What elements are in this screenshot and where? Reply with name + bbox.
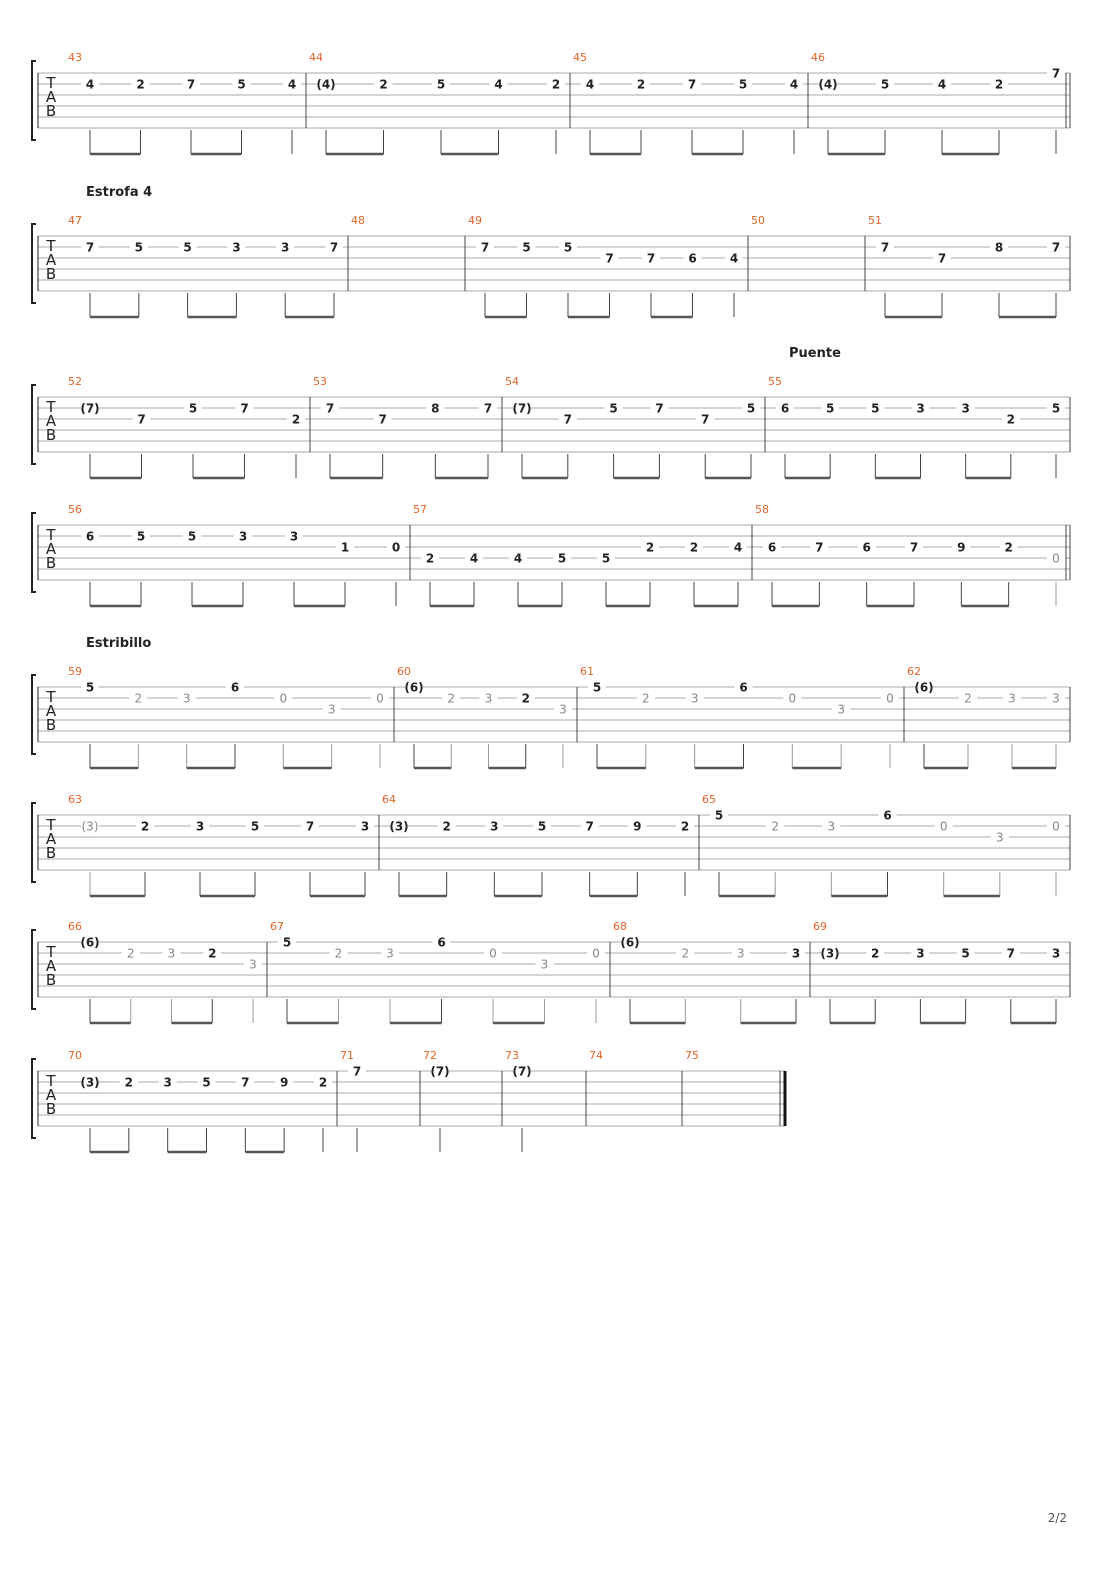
measure-number: 66 — [68, 920, 82, 933]
fret-number: 2 — [124, 1075, 134, 1090]
tab-clef-letter: T — [46, 398, 56, 416]
fret-number: 7 — [378, 412, 387, 427]
fret-number: 3 — [736, 946, 745, 961]
fret-number: 4 — [789, 77, 799, 92]
fret-number: 7 — [1006, 946, 1015, 961]
fret-number: 5 — [880, 77, 890, 92]
measure-number: 45 — [573, 51, 587, 64]
measure-number: 49 — [468, 214, 482, 227]
fret-number: 0 — [279, 691, 288, 706]
system-bracket — [32, 1059, 36, 1138]
tab-clef-letter: T — [46, 816, 56, 834]
measure-number: 75 — [685, 1049, 699, 1062]
measure-number: 63 — [68, 793, 82, 806]
fret-number: 3 — [386, 946, 394, 961]
tab-clef-letter: B — [45, 554, 57, 572]
fret-number: 7 — [325, 401, 335, 416]
fret-number: 5 — [557, 551, 567, 566]
measure-number: 68 — [613, 920, 627, 933]
fret-number: 6 — [688, 251, 697, 266]
fret-number: (4) — [818, 77, 838, 92]
tab-clef-letter: B — [45, 426, 57, 444]
fret-number: 8 — [431, 401, 440, 416]
measure-number: 58 — [755, 503, 769, 516]
fret-number: 7 — [483, 401, 493, 416]
fret-number: 7 — [563, 412, 572, 427]
fret-number: 7 — [655, 401, 664, 416]
tab-system — [32, 503, 1070, 606]
fret-number: 6 — [739, 680, 748, 695]
measure-number: 47 — [68, 214, 82, 227]
fret-number: (6) — [620, 935, 640, 950]
fret-number: 5 — [134, 240, 143, 255]
fret-number: 2 — [140, 819, 150, 834]
fret-number: (7) — [512, 1064, 532, 1079]
tab-system — [32, 793, 1070, 896]
section-label: Estrofa 4 — [86, 185, 153, 200]
fret-number: (4) — [316, 77, 336, 92]
tab-clef-letter: A — [45, 540, 57, 558]
measure-number: 50 — [751, 214, 765, 227]
measure-number: 54 — [505, 375, 519, 388]
fret-number: 3 — [1008, 691, 1016, 706]
tab-clef-letter: B — [45, 716, 57, 734]
fret-number: 3 — [961, 401, 970, 416]
fret-number: 2 — [1006, 412, 1016, 427]
fret-number: 2 — [521, 691, 530, 706]
fret-number: 0 — [788, 691, 797, 706]
measure-number: 70 — [68, 1049, 82, 1062]
fret-number: 0 — [886, 691, 894, 706]
tab-clef-letter: A — [45, 702, 57, 720]
fret-number: 7 — [701, 412, 710, 427]
fret-number: 3 — [1052, 691, 1060, 706]
fret-number: 5 — [825, 401, 835, 416]
fret-number: 9 — [633, 819, 642, 834]
fret-number: 2 — [318, 1075, 328, 1090]
fret-number: 7 — [880, 240, 890, 255]
fret-number: 5 — [436, 77, 446, 92]
fret-number: 0 — [592, 946, 600, 961]
system-bracket — [32, 930, 36, 1009]
fret-number: 6 — [780, 401, 790, 416]
measure-number: 44 — [309, 51, 323, 64]
tab-clef-letter: T — [46, 74, 56, 92]
tab-system — [32, 51, 1070, 154]
fret-number: 3 — [327, 702, 336, 717]
fret-number: 7 — [85, 240, 95, 255]
fret-number: 3 — [182, 691, 191, 706]
fret-number: 6 — [767, 540, 777, 555]
fret-number: (7) — [80, 401, 100, 416]
fret-number: 6 — [862, 540, 871, 555]
tab-clef-letter: B — [45, 971, 57, 989]
fret-number: 7 — [329, 240, 339, 255]
fret-number: 6 — [230, 680, 240, 695]
system-bracket — [32, 803, 36, 882]
tab-system — [32, 185, 1070, 317]
fret-number: 5 — [282, 935, 292, 950]
fret-number: 2 — [208, 946, 217, 961]
fret-number: 3 — [837, 702, 845, 717]
measure-number: 55 — [768, 375, 782, 388]
fret-number: 0 — [1052, 819, 1060, 834]
fret-number: 4 — [729, 251, 739, 266]
measure-number: 61 — [580, 665, 594, 678]
fret-number: 7 — [352, 1064, 362, 1079]
fret-number: 5 — [522, 240, 531, 255]
system-bracket — [32, 513, 36, 592]
fret-number: 3 — [690, 691, 699, 706]
fret-number: 2 — [642, 691, 650, 706]
fret-number: 2 — [334, 946, 343, 961]
fret-number: (6) — [80, 935, 100, 950]
fret-number: 3 — [791, 946, 801, 961]
fret-number: 3 — [490, 819, 499, 834]
tab-clef-letter: B — [45, 265, 57, 283]
fret-number: 8 — [994, 240, 1004, 255]
fret-number: 7 — [241, 1075, 250, 1090]
fret-number: 5 — [592, 680, 602, 695]
fret-number: (3) — [820, 946, 840, 961]
fret-number: 2 — [442, 819, 451, 834]
fret-number: (6) — [914, 680, 934, 695]
fret-number: 3 — [289, 529, 299, 544]
fret-number: 3 — [232, 240, 241, 255]
fret-number: 3 — [238, 529, 248, 544]
fret-number: (3) — [389, 819, 409, 834]
fret-number: 7 — [585, 819, 594, 834]
fret-number: 7 — [1051, 240, 1061, 255]
fret-number: 2 — [771, 819, 779, 834]
fret-number: 7 — [687, 77, 697, 92]
fret-number: (3) — [80, 1075, 100, 1090]
fret-number: (7) — [430, 1064, 450, 1079]
fret-number: 5 — [609, 401, 618, 416]
measure-number: 73 — [505, 1049, 519, 1062]
measure-number: 67 — [270, 920, 284, 933]
tab-clef-letter: B — [45, 1100, 57, 1118]
fret-number: 2 — [379, 77, 388, 92]
fret-number: 1 — [340, 540, 350, 555]
fret-number: 3 — [1051, 946, 1061, 961]
fret-number: 3 — [559, 702, 567, 717]
tab-clef-letter: A — [45, 412, 57, 430]
fret-number: 5 — [714, 808, 724, 823]
fret-number: 0 — [489, 946, 497, 961]
tab-clef-letter: T — [46, 688, 56, 706]
tab-clef-letter: A — [45, 251, 57, 269]
tab-system — [32, 1049, 785, 1152]
fret-number: 3 — [540, 957, 549, 972]
fret-number: (7) — [512, 401, 532, 416]
fret-number: 4 — [469, 551, 479, 566]
fret-number: 5 — [85, 680, 95, 695]
fret-number: 5 — [237, 77, 246, 92]
fret-number: 5 — [537, 819, 547, 834]
fret-number: 4 — [494, 77, 503, 92]
measure-number: 65 — [702, 793, 716, 806]
fret-number: 3 — [916, 946, 925, 961]
fret-number: 3 — [827, 819, 836, 834]
tab-clef-letter: T — [46, 237, 56, 255]
measure-number: 56 — [68, 503, 82, 516]
measure-number: 62 — [907, 665, 921, 678]
fret-number: 0 — [1052, 551, 1060, 566]
fret-number: 5 — [961, 946, 970, 961]
fret-number: 6 — [85, 529, 95, 544]
fret-number: 4 — [585, 77, 595, 92]
tab-clef-letter: B — [45, 102, 57, 120]
fret-number: 5 — [136, 529, 146, 544]
fret-number: 4 — [937, 77, 947, 92]
page-number: 2/2 — [1047, 1511, 1067, 1525]
system-bracket — [32, 385, 36, 464]
measure-number: 51 — [868, 214, 882, 227]
fret-number: (3) — [81, 819, 99, 834]
fret-number: 7 — [909, 540, 919, 555]
fret-number: 9 — [279, 1075, 289, 1090]
tab-clef-letter: A — [45, 88, 57, 106]
tab-clef-letter: T — [46, 526, 56, 544]
fret-number: (6) — [404, 680, 424, 695]
measure-number: 60 — [397, 665, 411, 678]
fret-number: 4 — [513, 551, 523, 566]
measure-number: 48 — [351, 214, 365, 227]
fret-number: 3 — [916, 401, 925, 416]
tab-clef-letter: A — [45, 830, 57, 848]
fret-number: 7 — [1051, 66, 1061, 81]
fret-number: 2 — [689, 540, 699, 555]
fret-number: 3 — [996, 830, 1004, 845]
fret-number: 2 — [136, 77, 145, 92]
fret-number: 7 — [605, 251, 614, 266]
fret-number: 4 — [733, 540, 743, 555]
measure-number: 57 — [413, 503, 427, 516]
fret-number: 5 — [1051, 401, 1061, 416]
fret-number: 9 — [957, 540, 966, 555]
tab-clef-letter: A — [45, 957, 57, 975]
tab-clef-letter: A — [45, 1086, 57, 1104]
fret-number: 2 — [645, 540, 655, 555]
fret-number: 2 — [994, 77, 1004, 92]
fret-number: 5 — [188, 401, 198, 416]
fret-number: 6 — [883, 808, 892, 823]
fret-number: 5 — [738, 77, 748, 92]
fret-number: 5 — [746, 401, 756, 416]
fret-number: 4 — [85, 77, 95, 92]
fret-number: 2 — [1004, 540, 1013, 555]
fret-number: 7 — [137, 412, 146, 427]
fret-number: 5 — [250, 819, 260, 834]
measure-number: 43 — [68, 51, 82, 64]
measure-number: 59 — [68, 665, 82, 678]
measure-number: 71 — [340, 1049, 354, 1062]
measure-number: 53 — [313, 375, 327, 388]
measure-number: 72 — [423, 1049, 437, 1062]
fret-number: 6 — [437, 935, 446, 950]
tab-system — [32, 920, 1070, 1023]
fret-number: 3 — [167, 946, 176, 961]
section-label: Estribillo — [86, 636, 152, 651]
fret-number: 5 — [202, 1075, 211, 1090]
fret-number: 2 — [291, 412, 301, 427]
measure-number: 74 — [589, 1049, 603, 1062]
fret-number: 2 — [447, 691, 456, 706]
fret-number: 7 — [937, 251, 947, 266]
fret-number: 3 — [249, 957, 257, 972]
fret-number: 2 — [871, 946, 880, 961]
fret-number: 2 — [551, 77, 561, 92]
fret-number: 3 — [484, 691, 493, 706]
fret-number: 7 — [480, 240, 490, 255]
fret-number: 5 — [871, 401, 880, 416]
fret-number: 7 — [305, 819, 315, 834]
fret-number: 7 — [646, 251, 656, 266]
system-bracket — [32, 61, 36, 140]
fret-number: 2 — [134, 691, 143, 706]
fret-number: 2 — [680, 819, 690, 834]
measure-number: 46 — [811, 51, 825, 64]
fret-number: 5 — [563, 240, 573, 255]
tab-clef-letter: T — [46, 943, 56, 961]
fret-number: 7 — [186, 77, 196, 92]
fret-number: 2 — [636, 77, 646, 92]
tab-system — [32, 346, 1070, 478]
fret-number: 3 — [281, 240, 290, 255]
fret-number: 3 — [360, 819, 370, 834]
tab-clef-letter: B — [45, 844, 57, 862]
fret-number: 2 — [681, 946, 690, 961]
fret-number: 4 — [287, 77, 297, 92]
fret-number: 0 — [939, 819, 948, 834]
fret-number: 7 — [240, 401, 249, 416]
section-label: Puente — [789, 346, 841, 361]
fret-number: 5 — [187, 529, 197, 544]
fret-number: 3 — [195, 819, 205, 834]
tab-system — [32, 636, 1070, 768]
measure-number: 69 — [813, 920, 827, 933]
fret-number: 3 — [163, 1075, 172, 1090]
tab-clef-letter: T — [46, 1072, 56, 1090]
fret-number: 5 — [183, 240, 192, 255]
measure-number: 52 — [68, 375, 82, 388]
fret-number: 5 — [601, 551, 611, 566]
system-bracket — [32, 224, 36, 303]
system-bracket — [32, 675, 36, 754]
fret-number: 0 — [376, 691, 384, 706]
fret-number: 2 — [964, 691, 972, 706]
fret-number: 0 — [391, 540, 401, 555]
fret-number: 7 — [815, 540, 824, 555]
fret-number: 2 — [425, 551, 435, 566]
fret-number: 2 — [126, 946, 135, 961]
measure-number: 64 — [382, 793, 396, 806]
